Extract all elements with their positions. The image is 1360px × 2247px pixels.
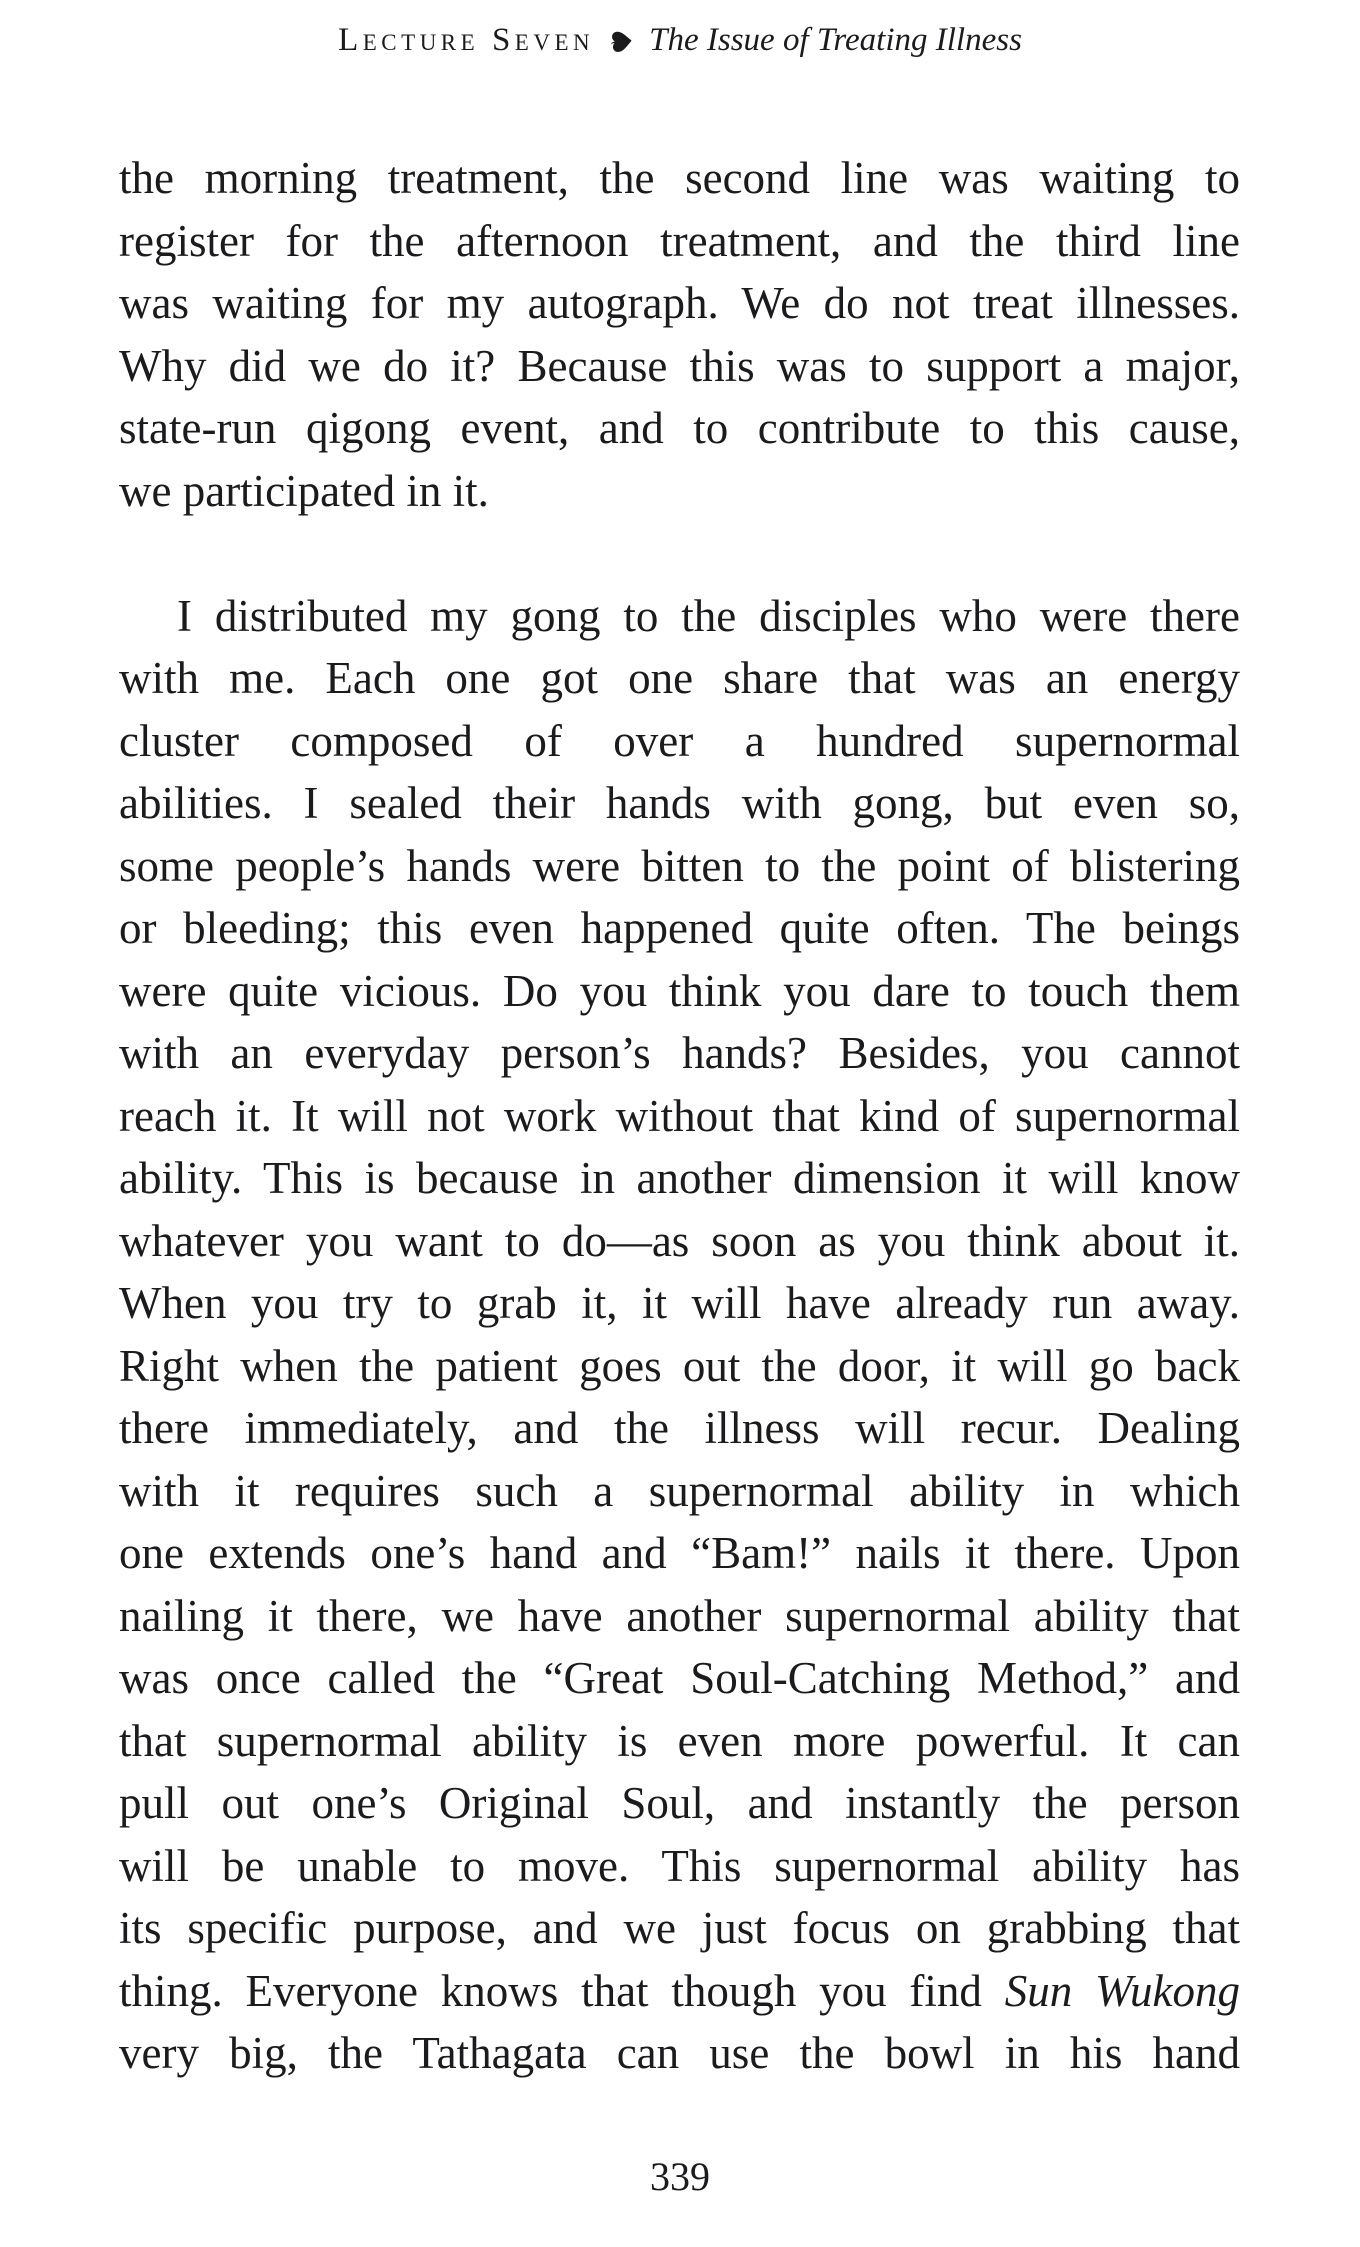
chapter-title: The Issue of Treating Illness — [649, 22, 1022, 58]
text-segment: state-run qigong event, and to contribute to this cause, — [119, 403, 1240, 453]
text-line — [119, 1335, 1240, 1398]
text-line — [119, 397, 1240, 460]
text-segment: reach it. It will not work without that kind of supernormal — [119, 1090, 1240, 1141]
text-line — [119, 335, 1240, 398]
text-line — [119, 1460, 1240, 1523]
text-line — [119, 460, 1240, 523]
text-line — [119, 897, 1240, 960]
text-segment: with an everyday person’s hands? Besides, you cannot — [119, 1028, 1240, 1078]
text-line — [119, 272, 1240, 335]
aldus-leaf-icon — [608, 28, 635, 55]
text-line — [119, 1397, 1240, 1460]
text-segment: was waiting for my autograph. We do not treat illnesses. — [119, 278, 1240, 328]
text-line — [119, 210, 1240, 273]
text-segment: I distributed my gong to the disciples who were there — [177, 590, 1240, 641]
text-segment: very big, the Tathagata can use the bowl in his hand — [119, 2028, 1240, 2078]
section-label: Lecture Seven — [338, 22, 595, 58]
text-line — [119, 835, 1240, 898]
text-segment: will be unable to move. This supernormal ability has — [119, 1840, 1240, 1891]
text-segment: were quite vicious. Do you think you dare to touch them — [119, 965, 1240, 1016]
text-segment: whatever you want to do—as soon as you think about it. — [119, 1215, 1240, 1266]
text-line — [119, 1210, 1240, 1273]
text-line — [119, 1710, 1240, 1773]
text-line — [119, 2022, 1240, 2085]
text-segment: register for the afternoon treatment, and the third line — [119, 215, 1240, 266]
text-segment: Why did we do it? Because this was to support a major, — [119, 340, 1240, 391]
text-segment: was once called the “Great Soul-Catching Method,” and — [119, 1653, 1240, 1703]
text-line — [119, 647, 1240, 710]
text-line — [119, 710, 1240, 773]
text-line — [119, 772, 1240, 835]
text-line — [119, 1522, 1240, 1585]
text-segment: nailing it there, we have another supernormal ability that — [119, 1590, 1240, 1641]
text-segment: we participated in it. — [119, 465, 489, 516]
text-line — [119, 1835, 1240, 1898]
text-line — [119, 960, 1240, 1023]
text-segment: or bleeding; this even happened quite often. The beings — [119, 903, 1240, 953]
text-segment: the morning treatment, the second line was waiting to — [119, 153, 1240, 203]
running-header — [0, 22, 1360, 58]
body-text — [119, 147, 1240, 2085]
text-line — [119, 1585, 1240, 1648]
text-line — [119, 1960, 1240, 2023]
text-segment: abilities. I sealed their hands with gong, but even so, — [119, 778, 1240, 828]
paragraph — [119, 585, 1240, 2085]
text-segment: with it requires such a supernormal ability in which — [119, 1465, 1240, 1516]
text-line — [119, 1085, 1240, 1148]
text-segment: thing. Everyone knows that though you find — [119, 1965, 1005, 2016]
text-segment: that supernormal ability is even more powerful. It can — [119, 1715, 1240, 1766]
text-segment: cluster composed of over a hundred supernormal — [119, 715, 1240, 766]
text-segment: its specific purpose, and we just focus on grabbing that — [119, 1903, 1240, 1953]
text-line — [119, 585, 1240, 648]
page-number: 339 — [650, 2154, 710, 2199]
text-line — [119, 1022, 1240, 1085]
text-line — [119, 1772, 1240, 1835]
text-segment: with me. Each one got one share that was an energy — [119, 653, 1240, 703]
text-line — [119, 1147, 1240, 1210]
text-segment: one extends one’s hand and “Bam!” nails it there. Upon — [119, 1528, 1240, 1578]
text-line — [119, 1647, 1240, 1710]
paragraph — [119, 147, 1240, 522]
text-line — [119, 1897, 1240, 1960]
text-segment: there immediately, and the illness will recur. Dealing — [119, 1403, 1240, 1453]
text-line — [119, 1272, 1240, 1335]
text-segment: Right when the patient goes out the door, it will go back — [119, 1340, 1240, 1391]
text-segment: pull out one’s Original Soul, and instantly the person — [119, 1778, 1240, 1828]
text-segment: some people’s hands were bitten to the point of blistering — [119, 840, 1240, 891]
text-line — [119, 147, 1240, 210]
text-segment: ability. This is because in another dimension it will know — [119, 1153, 1240, 1203]
text-segment: When you try to grab it, it will have already run away. — [119, 1278, 1240, 1328]
italic-text: Sun Wukong — [1004, 1965, 1240, 2016]
